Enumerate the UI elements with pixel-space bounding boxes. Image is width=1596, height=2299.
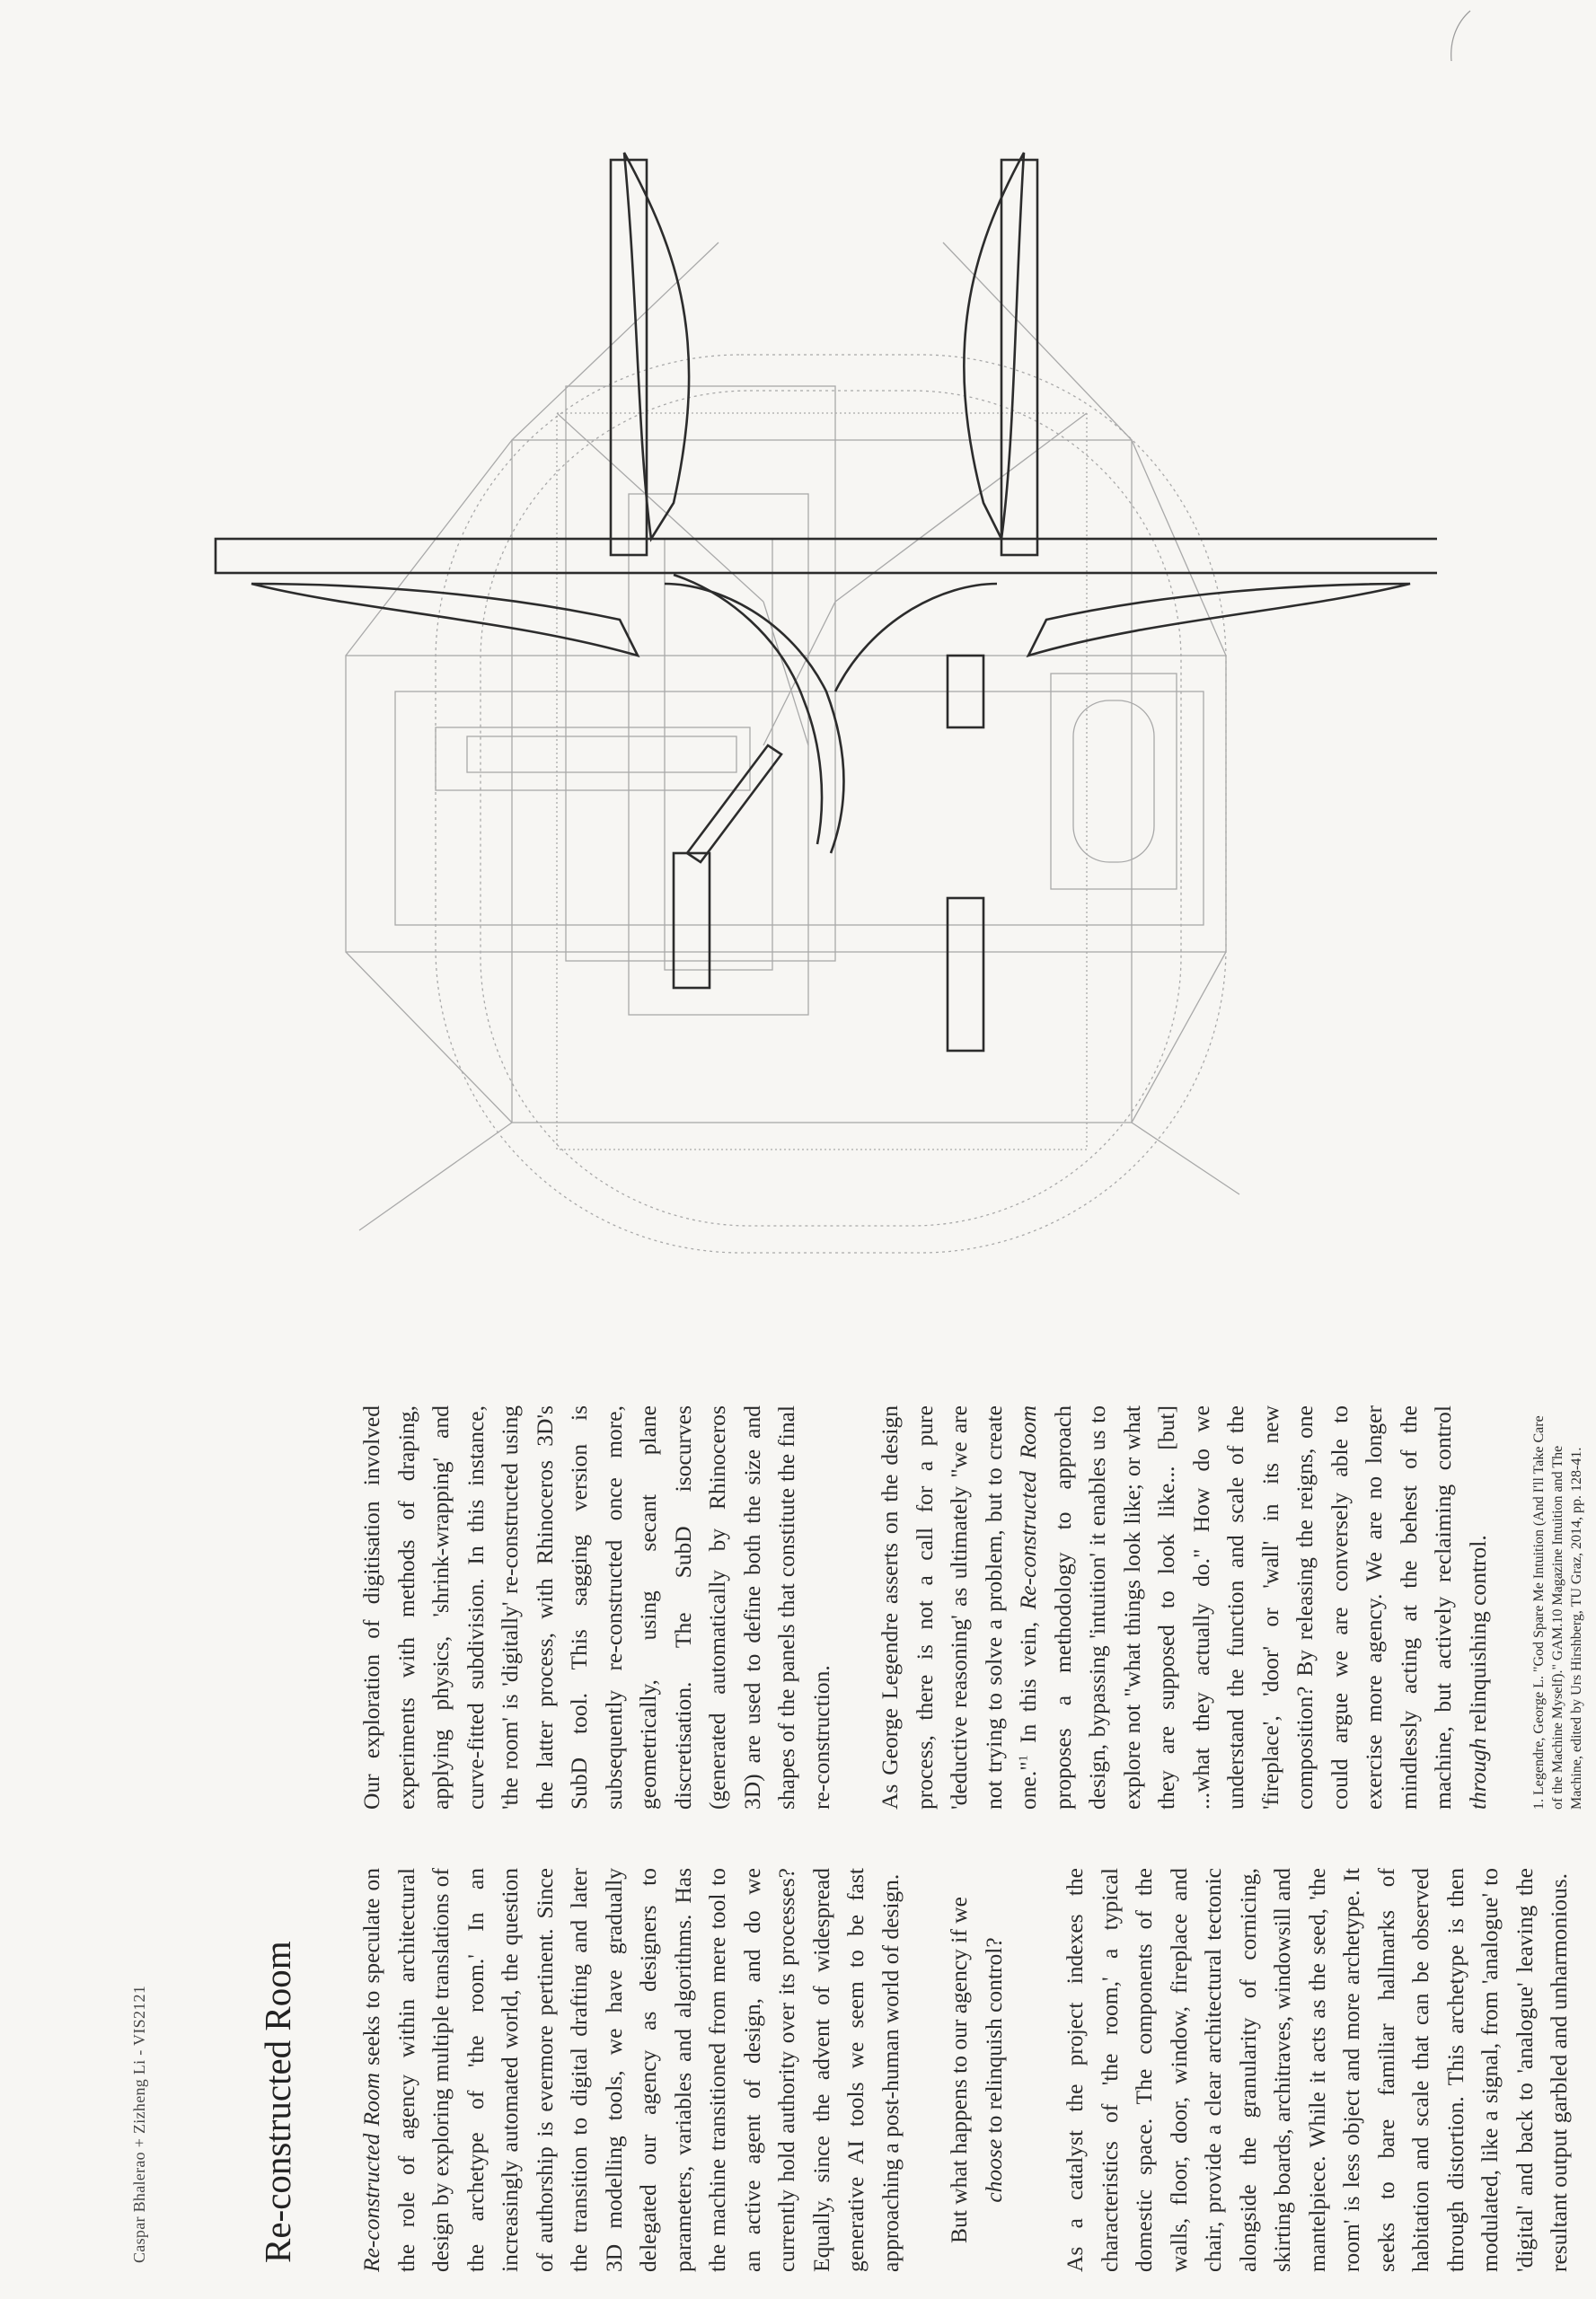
fireplace-hearth [1073,700,1154,862]
legendre-paragraph [873,1405,1495,1810]
rotated-text-block [0,1239,1596,2299]
text-column-right [355,1405,1596,1810]
wall-band-horizontal [216,539,1437,573]
construction-box-7 [566,386,835,961]
window-sill-inner [467,736,736,772]
intro-paragraph [355,1868,908,2272]
construction-outline-outer [436,355,1226,1253]
fireplace-outline [1051,674,1177,889]
question-emphasis: choose [980,2138,1007,2203]
text-column-left [355,1868,1596,2272]
author-credit: Caspar Bhalerao + Zizheng Li - VIS2121 [130,1985,148,2263]
pencil-mark [1439,9,1475,63]
footnote: 1. Legendre, George L. "God Spare Me Intuition (And I'll Take Care of the Machine Myself)." GAM.10 Magazine Intuition and The Machine, edited by Urs Hirshberg, TU Graz, 2014, pp. 128-41. [1531,1415,1584,1810]
construction-box-4 [395,691,1204,925]
catalyst-paragraph: As a catalyst the project indexes the characteristics of 'the room,' a typical domestic space. The components of the walls, floor, door, window, fireplace and chair, provide a clear architectural tectonic alongside the granularity of cornicing, skirting boards, architraves, windowsill and mantelpiece. While it acts as the seed, 'the room' is less object and more archetype. It seeks to bare familiar hallmarks of habitation and scale that can be observed through distortion. This archetype is then modulated, like a signal, from 'analogue' to 'digital' and back to 'analogue' leaving the resultant output garbled and unharmonious. [1062,1868,1572,2272]
drape-panel-right-upper [964,153,1024,539]
footnote-ref: 1 [1017,1755,1031,1762]
room-plan-drawing [135,117,1437,1302]
question-end: to relinquish control? [980,1937,1007,2139]
door-leaf [687,745,781,862]
question-start: But what happens to our agency if we [946,1897,972,2243]
project-name-emphasis: Re-constructed Room [358,2073,384,2272]
legendre-mid: In this vein, [1015,1609,1041,1756]
construction-outline-inner [481,391,1181,1226]
legendre-rest: proposes a methodology to approach design, bypassing 'intuition' it enables us to explore not "what things look like; or what they are supposed to look like... [but] ...what they actually do." How do we understand the function and scale of the 'fireplace', 'door' or 'wall' in its new composition? By releasing the reigns, one could argue we are conversely able to exercise more agency. We are no longer mindlessly acting at the behest of the machine, but actively reclaiming control [1049,1405,1456,1810]
intro-text: seeks to speculate on the role of agency within architectural design by exploring multiple translations of the archetype of 'the room.' In an increasingly automated world, the question of authorship is evermore pertinent. Since the transition to digital drafting and later 3D modelling tools, we have gradually delegated our agency as designers to parameters, variables and algorithms. Has the machine transitioned from mere tool to an active agent of design, and do we currently hold authority over its processes? Equally, since the advent of widespread generative AI tools we seem to be fast approaching a post-human world of design. [358,1868,904,2272]
legendre-end: relinquishing control. [1464,1535,1491,1739]
drape-arc-right [835,584,997,691]
through-emphasis: through [1464,1738,1491,1810]
door-fragment-left [674,853,710,988]
question-paragraph [942,1868,1011,2272]
drape-arc-left-inner [674,575,822,844]
project-name-emphasis-2: Re-constructed Room [1015,1405,1041,1610]
drape-panel-left-lower [251,584,638,656]
legendre-quote: As George Legendre asserts on the design process, there is not a call for a pure 'deductive reasoning' as ultimately "we are not trying to solve a problem, but to create one." [877,1405,1041,1810]
drape-panel-left-upper [624,153,689,539]
door-fragment-right [948,898,983,1051]
exploration-paragraph: Our exploration of digitisation involved experiments with methods of draping, applying physics, 'shrink-wrapping' and curve-fitted subdivision. In this instance, 'the room' is 'digitally' re-constructed using the latter process, with Rhinoceros 3D's SubD tool. This sagging version is subsequently re-constructed once more, geometrically, using secant plane discretisation. The SubD isocurves (generated automatically by Rhinoceros 3D) are used to define both the size and shapes of the panels that constitute the final re-construction. [358,1405,834,1810]
page-title: Re-constructed Room [257,1941,298,2263]
construction-box-6 [665,539,772,970]
